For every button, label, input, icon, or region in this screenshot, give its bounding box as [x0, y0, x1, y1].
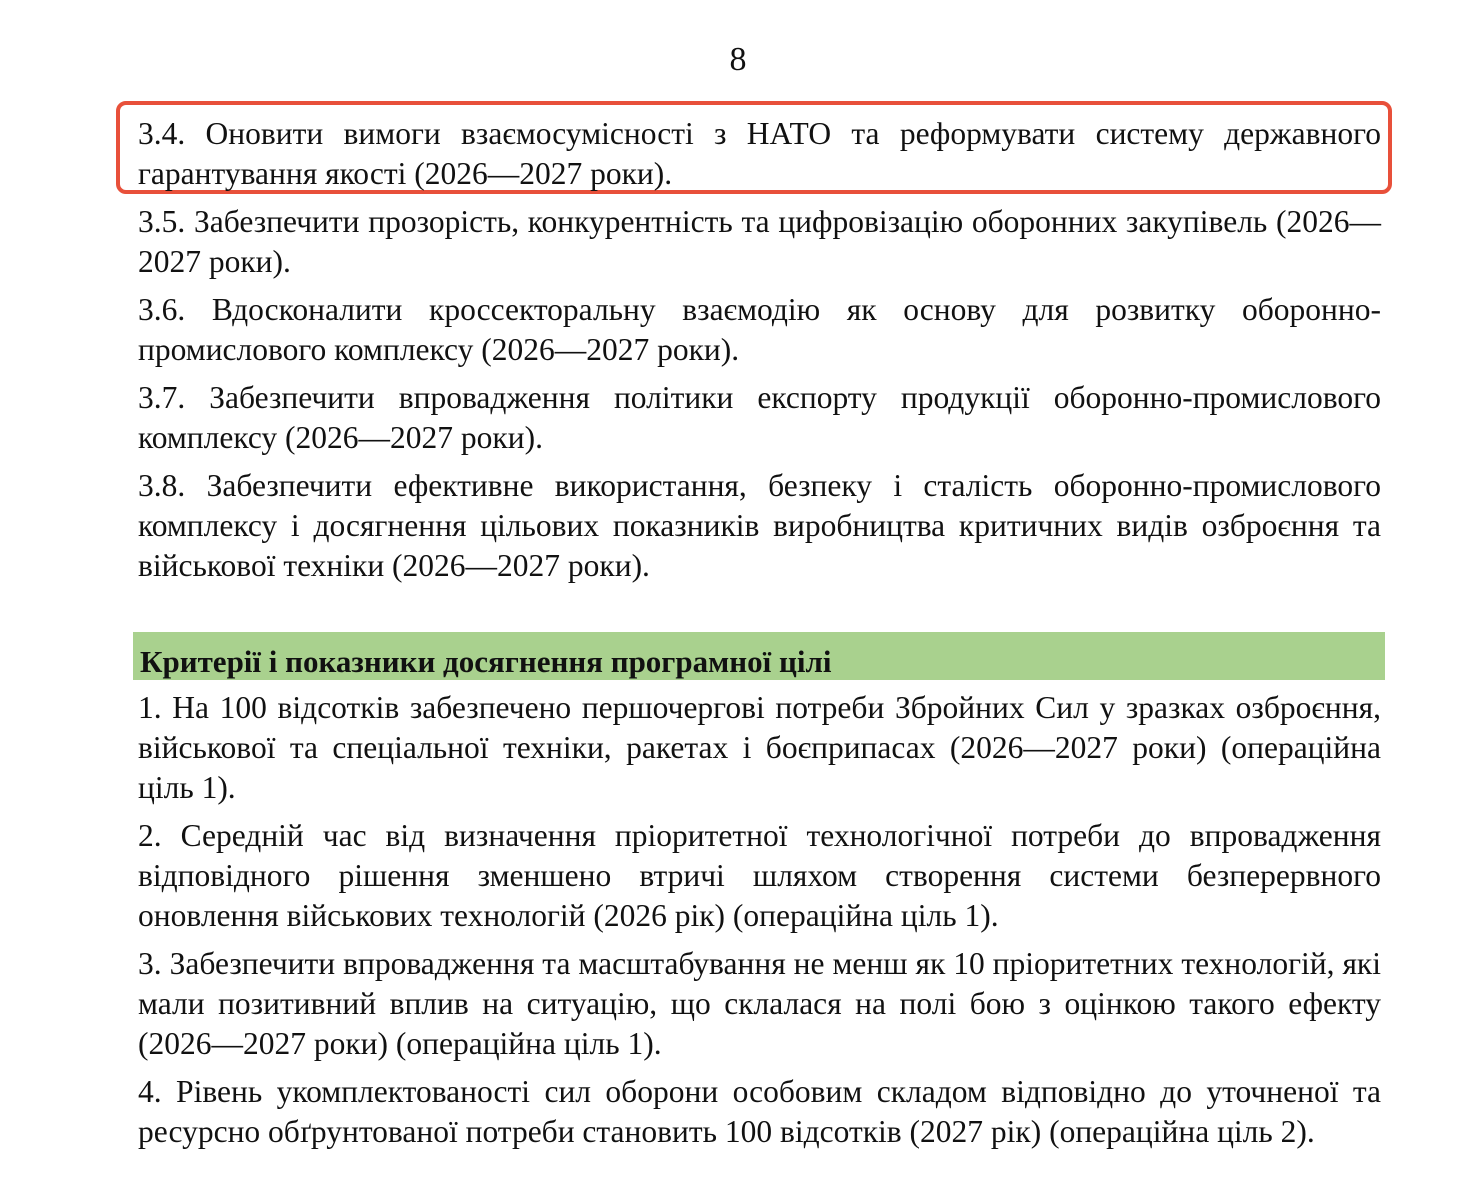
- tasks-list: [138, 114, 1381, 594]
- criteria-list: [138, 688, 1381, 1160]
- criterion-1: 1. На 100 відсотків забезпечено першочергові потреби Збройних Сил у зразках озброєння, військової та спеціальної техніки, ракетах і боєприпасах (2026—2027 роки) (операційна ціль 1).: [138, 690, 1381, 805]
- criterion-4: 4. Рівень укомплектованості сил оборони особовим складом відповідно до уточненої та ресурсно обґрунтованої потреби становить 100 відсотків (2027 рік) (операційна ціль 2).: [138, 1074, 1381, 1149]
- section-header: Критерії і показники досягнення програмної цілі: [133, 632, 1385, 680]
- criterion-3: 3. Забезпечити впровадження та масштабування не менш як 10 пріоритетних технологій, які мали позитивний вплив на ситуацію, що склалася на полі бою з оцінкою такого ефекту (2026—2027 роки) (операційна ціль 1).: [138, 946, 1381, 1061]
- task-3-6: 3.6. Вдосконалити кроссекторальну взаємодію як основу для розвитку оборонно-промислового комплексу (2026—2027 роки).: [138, 292, 1381, 367]
- page-number: 8: [729, 41, 747, 78]
- task-3-5: 3.5. Забезпечити прозорість, конкурентність та цифровізацію оборонних закупівель (2026—2027 роки).: [138, 204, 1381, 279]
- task-3-8: 3.8. Забезпечити ефективне використання, безпеку і сталість оборонно-промислового комплексу і досягнення цільових показників виробництва критичних видів озброєння та військової техніки (2026—2027 роки).: [138, 468, 1381, 583]
- task-3-4: 3.4. Оновити вимоги взаємосумісності з НАТО та реформувати систему державного гарантування якості (2026—2027 роки).: [138, 116, 1381, 191]
- criterion-2: 2. Середній час від визначення пріоритетної технологічної потреби до впровадження відповідного рішення зменшено втричі шляхом створення системи безперервного оновлення військових технологій (2026 рік) (операційна ціль 1).: [138, 818, 1381, 933]
- task-3-7: 3.7. Забезпечити впровадження політики експорту продукції оборонно-промислового комплексу (2026—2027 роки).: [138, 380, 1381, 455]
